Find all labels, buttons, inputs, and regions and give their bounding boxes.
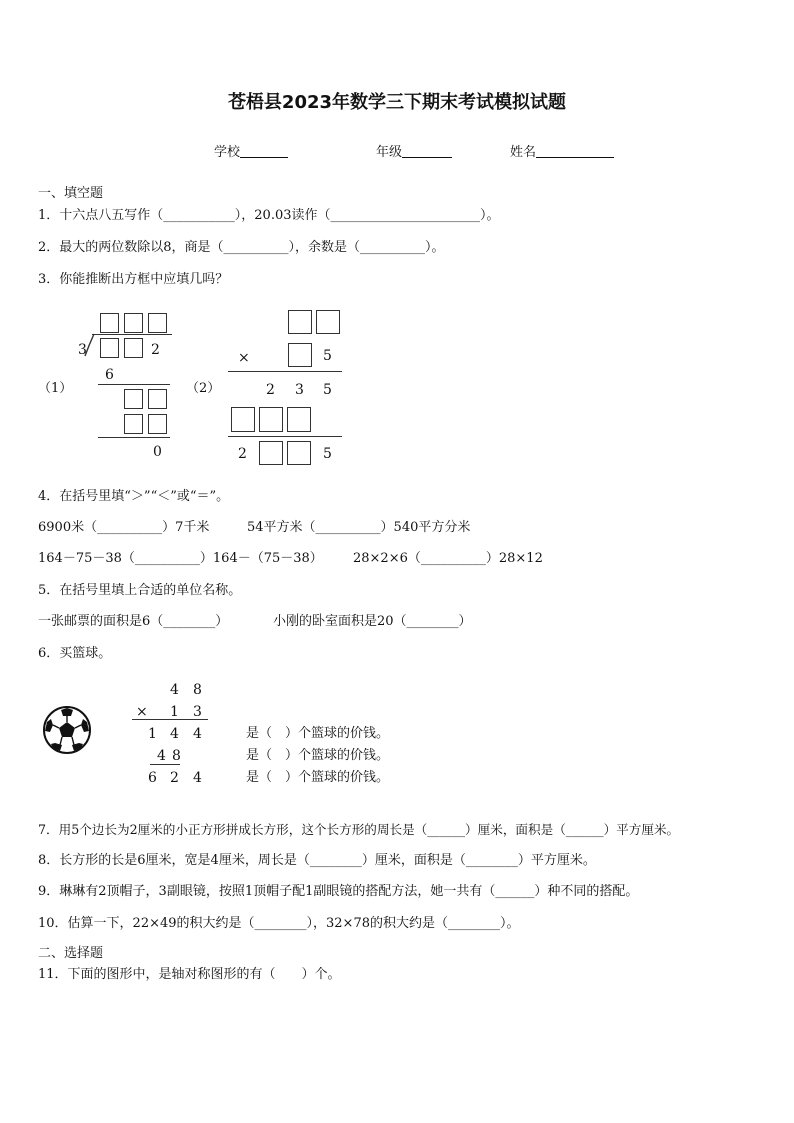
calc-digit: 4: [170, 682, 179, 698]
q6-answer-line: 是（ ）个篮球的价钱。: [246, 726, 390, 741]
q6-answer-line: 是（ ）个篮球的价钱。: [246, 748, 390, 763]
question-9: 9．琳琳有2顶帽子，3副眼镜，按照1顶帽子配1副眼镜的搭配方法，她一共有（______）种不同的搭配。: [38, 884, 639, 899]
calc-digit: 2: [170, 770, 179, 786]
partial-digit: 3: [295, 382, 304, 398]
question-5: 5．在括号里填上合适的单位名称。: [38, 583, 242, 598]
answer-box[interactable]: [148, 389, 167, 409]
calc-digit: 4: [193, 770, 202, 786]
question-2: 2．最大的两位数除以8，商是（__________），余数是（__________）。: [38, 240, 445, 255]
grade-field[interactable]: [376, 141, 452, 160]
times-sign: ×: [238, 350, 250, 366]
grade-label: 年级: [376, 145, 403, 160]
name-label: 姓名: [510, 145, 537, 160]
answer-box[interactable]: [288, 310, 312, 334]
calc-line: [132, 719, 208, 720]
calc-digit: 1: [148, 726, 157, 742]
answer-box[interactable]: [287, 407, 311, 432]
remainder-digit: 0: [153, 444, 162, 460]
answer-box[interactable]: [124, 338, 143, 358]
multiply-line: [228, 436, 342, 437]
divisor: 3: [78, 342, 87, 358]
answer-box[interactable]: [100, 338, 119, 358]
answer-box[interactable]: [124, 414, 143, 434]
calc-digit: 1: [170, 704, 179, 720]
result-digit: 5: [323, 446, 332, 462]
division-line: [98, 437, 170, 438]
division-bar: [92, 334, 172, 335]
answer-box[interactable]: [100, 313, 119, 333]
section-fill-blank: 一、填空题: [38, 186, 104, 201]
answer-box[interactable]: [259, 407, 283, 432]
page-title: 苍梧县2023年数学三下期末考试模拟试题: [227, 92, 567, 113]
partial-digit: 2: [266, 382, 275, 398]
answer-box[interactable]: [288, 343, 312, 367]
school-field[interactable]: [214, 141, 288, 160]
q5-item-1: 一张邮票的面积是6（________）: [38, 614, 229, 629]
result-digit: 2: [238, 446, 247, 462]
multiply-line: [228, 371, 342, 372]
question-3: 3．你能推断出方框中应填几吗？: [38, 272, 229, 287]
q4-item-2: 54平方米（__________）540平方分米: [247, 520, 471, 535]
q6-answer-line: 是（ ）个篮球的价钱。: [246, 770, 390, 785]
q5-item-2: 小刚的卧室面积是20（________）: [273, 614, 472, 629]
partial-digit: 5: [323, 382, 332, 398]
school-label: 学校: [214, 145, 241, 160]
q3-part2-label: （2）: [186, 381, 221, 396]
answer-box[interactable]: [287, 441, 311, 465]
question-10: 10．估算一下，22×49的积大约是（________），32×78的积大约是（________）。: [38, 916, 520, 931]
q4-item-1: 6900米（__________）7千米: [38, 520, 210, 535]
answer-box[interactable]: [316, 310, 340, 334]
answer-box[interactable]: [231, 407, 255, 432]
name-field[interactable]: [510, 141, 614, 160]
answer-box[interactable]: [124, 313, 143, 333]
answer-box[interactable]: [148, 313, 167, 333]
dividend-digit: 2: [151, 342, 160, 358]
subtract-digit: 6: [105, 367, 114, 383]
calc-line: [150, 764, 180, 765]
calc-digit: 8: [193, 682, 202, 698]
calc-times-sign: ×: [136, 704, 148, 720]
question-1: 1．十六点八五写作（___________），20.03读作（_______________________）。: [38, 208, 500, 223]
calc-digit: 3: [193, 704, 202, 720]
q3-part1-label: （1）: [38, 381, 73, 396]
calc-digit: 4: [170, 726, 179, 742]
division-line: [98, 384, 170, 385]
soccer-ball-icon: [42, 705, 92, 755]
answer-box[interactable]: [148, 414, 167, 434]
calc-digit: 6: [148, 770, 157, 786]
calc-digit: 4: [193, 726, 202, 742]
question-7: 7．用5个边长为2厘米的小正方形拼成长方形，这个长方形的周长是（______）厘米，面积是（______）平方厘米。: [38, 822, 680, 837]
question-11: 11．下面的图形中，是轴对称图形的有（ ）个。: [38, 967, 341, 982]
question-8: 8．长方形的长是6厘米，宽是4厘米，周长是（________）厘米，面积是（________）平方厘米。: [38, 853, 596, 868]
multiplier-digit: 5: [323, 348, 332, 364]
q4-item-4: 28×2×6（__________）28×12: [353, 551, 543, 566]
q4-item-3: 164－75－38（__________）164－（75－38）: [38, 551, 323, 566]
answer-box[interactable]: [259, 441, 283, 465]
question-4: 4．在括号里填“＞”“＜”或“＝”。: [38, 489, 230, 504]
question-6: 6．买篮球。: [38, 646, 112, 661]
answer-box[interactable]: [124, 389, 143, 409]
calc-digit: 8: [172, 748, 181, 764]
calc-digit: 4: [157, 748, 166, 764]
section-multiple-choice: 二、选择题: [38, 946, 104, 961]
